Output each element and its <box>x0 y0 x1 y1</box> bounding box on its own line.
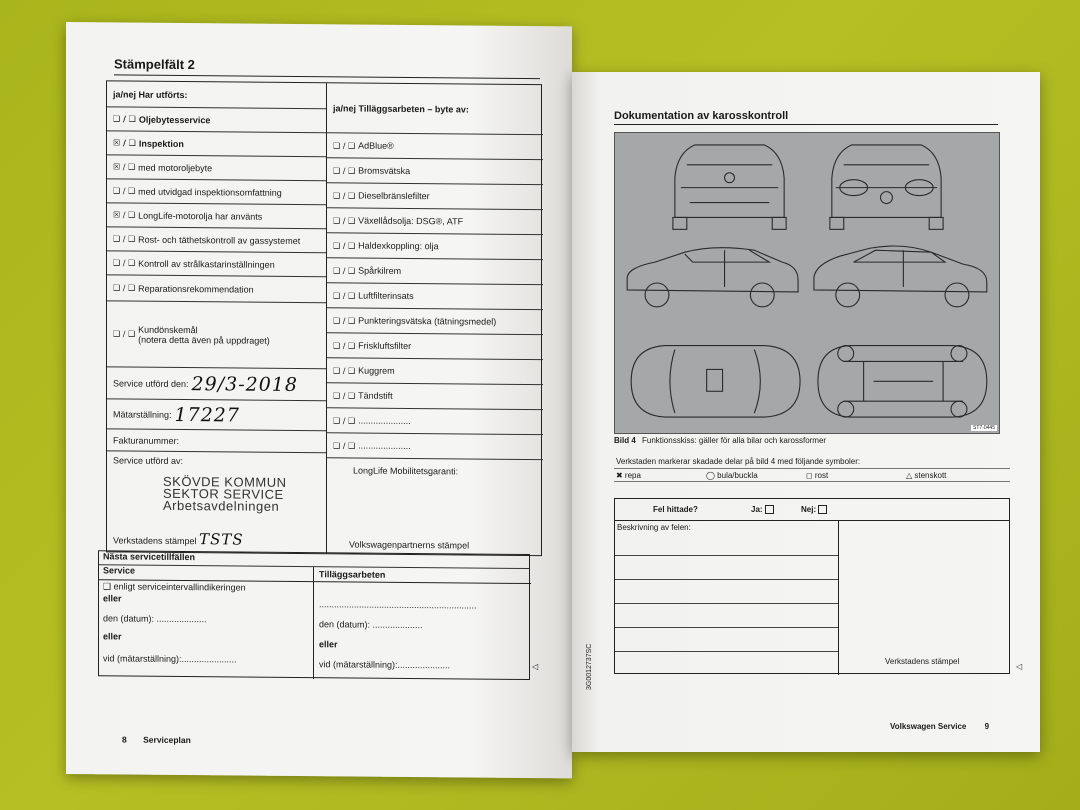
stamp-table <box>106 80 542 556</box>
performed-item-label <box>138 186 282 197</box>
extra-work-item-label: Dieselbränslefilter <box>358 190 430 202</box>
service-date-label: Service utförd den: <box>113 377 189 389</box>
checkbox-pair[interactable]: ❑ / ❑ <box>113 258 136 268</box>
performed-column <box>107 81 327 553</box>
extra-work-item-label: Spårkilrem <box>358 265 402 276</box>
performed-by-label: Service utförd av: <box>113 455 184 467</box>
checkbox-pair[interactable]: ❑ / ❑ <box>333 265 356 276</box>
checkbox-pair[interactable]: ❑ / ❑ <box>113 186 136 196</box>
checkbox-pair[interactable]: ❑ / ❑ <box>113 329 136 339</box>
item-label-text: med utvidgad inspektionsomfattning <box>138 186 282 198</box>
extra-work-item <box>327 383 543 410</box>
extra-work-item <box>327 308 543 335</box>
workshop-stamp-impression <box>163 473 303 514</box>
extra-work-item <box>327 183 543 210</box>
extra-work-item <box>327 208 543 235</box>
checkbox-pair[interactable]: ❑ / ❑ <box>333 165 356 176</box>
performed-item <box>107 131 326 157</box>
next-odo-line: vid (mätarställning):...................... <box>103 653 237 665</box>
next-service-table <box>98 550 530 680</box>
workshop-stamp-label: Verkstadens stämpel <box>113 535 197 547</box>
symbol-dent: ◯ bula/buckla <box>706 471 758 480</box>
performed-item-label <box>138 210 262 221</box>
extra-work-item-label: Bromsvätska <box>358 165 411 177</box>
caption-text: Funktionsskiss: gäller för alla bilar och karossformer <box>642 436 827 445</box>
performed-item <box>107 155 326 181</box>
extra-work-item-label: Luftfilterinsats <box>358 290 414 302</box>
fault-no <box>801 505 827 514</box>
divider <box>313 567 314 679</box>
extra-work-item <box>327 233 543 260</box>
car-sketch-icon <box>615 133 999 433</box>
next-service-title: Nästa servicetillfällen <box>99 551 529 569</box>
document-code: 3G0012737SC <box>586 643 593 690</box>
performed-item <box>107 301 326 369</box>
extra-work-item-label: Punkteringsvätska (tätningsmedel) <box>358 315 497 327</box>
service-date-row <box>107 367 326 401</box>
checkbox-pair[interactable]: ❑ / ❑ <box>333 415 356 426</box>
extra-work-item-label: ..................... <box>358 415 411 427</box>
performed-item-label <box>138 162 212 173</box>
odometer-label: Mätarställning: <box>113 408 172 420</box>
performed-item <box>107 251 326 277</box>
fault-description-area <box>615 521 839 675</box>
odometer-value: 17227 <box>174 403 240 427</box>
page-title: Stämpelfält 2 <box>114 56 195 73</box>
stamp-line: Arbetsavdelningen <box>163 497 280 514</box>
checkbox-pair[interactable]: ❑ / ❑ <box>113 234 136 244</box>
performed-item-label <box>138 234 300 245</box>
or-label: eller <box>103 593 122 604</box>
extra-date-line: den (datum): .................... <box>319 619 423 631</box>
footer-text: Volkswagen Service <box>890 722 967 731</box>
workshop-stamp-label: Verkstadens stämpel <box>885 657 960 666</box>
service-date-value: 29/3-2018 <box>191 372 298 396</box>
longlife-label: LongLife Mobilitetsgaranti: <box>353 465 459 477</box>
item-label-text: med motoroljebyte <box>138 162 213 173</box>
next-interval: ❑ enligt serviceintervallindikeringen <box>103 581 246 593</box>
yes-checkbox[interactable] <box>765 505 774 514</box>
initials: TSTS <box>199 530 244 549</box>
no-label: Nej: <box>801 505 817 514</box>
triangle-marker-icon: ◁ <box>1016 662 1023 671</box>
extra-work-item <box>327 333 543 360</box>
checkbox-pair[interactable]: ☒ / ❑ <box>113 162 136 172</box>
extra-work-column <box>327 83 543 555</box>
extra-work-item-label: Kuggrem <box>358 365 395 376</box>
item-label-text: Reparationsrekommendation <box>138 283 254 295</box>
or-label: eller <box>319 639 338 650</box>
performed-item-label <box>139 138 184 148</box>
performed-item <box>107 275 326 303</box>
description-line <box>615 579 838 580</box>
yes-label: Ja: <box>751 505 763 514</box>
extra-work-item <box>327 133 543 160</box>
diagram-ref-code: ST7-0445 <box>973 425 995 431</box>
next-service-label: Service <box>103 565 136 576</box>
performed-item <box>107 107 326 133</box>
extra-work-item <box>327 433 543 460</box>
longlife-box <box>327 457 543 557</box>
extra-work-item <box>327 258 543 285</box>
extra-work-item-label: Friskluftsfilter <box>358 340 412 352</box>
performed-header: ja/nej Har utförts: <box>107 81 326 109</box>
checkbox-pair[interactable]: ❑ / ❑ <box>333 340 356 351</box>
performed-item-label <box>138 258 275 269</box>
symbol-legend <box>614 468 1010 482</box>
extra-work-item-label: Växellådsolja: DSG®, ATF <box>358 215 464 227</box>
checkbox-pair[interactable]: ❑ / ❑ <box>333 215 356 226</box>
checkbox-pair[interactable]: ❑ / ❑ <box>333 365 356 376</box>
fault-yes <box>751 505 774 514</box>
fault-found-label: Fel hittade? <box>653 505 698 514</box>
item-label-text: Kundönskemål <box>138 324 198 335</box>
stamp-line: SEKTOR SERVICE <box>163 485 284 502</box>
extra-work-item-label: Haldexkoppling: olja <box>358 240 439 252</box>
car-body-diagram <box>614 132 1000 434</box>
extra-work-item <box>327 283 543 310</box>
item-sublabel: (notera detta även på uppdraget) <box>138 334 270 346</box>
checkbox-pair[interactable]: ❑ / ❑ <box>113 114 136 124</box>
description-line <box>615 603 838 604</box>
checkbox-pair[interactable]: ❑ / ❑ <box>113 283 136 293</box>
triangle-marker-icon: ◁ <box>532 662 539 672</box>
checkbox-pair[interactable]: ❑ / ❑ <box>333 140 356 151</box>
checkbox-pair[interactable]: ❑ / ❑ <box>333 390 356 401</box>
left-page <box>66 22 572 778</box>
odometer-row <box>107 399 326 431</box>
performed-item <box>107 203 326 229</box>
stamp-line: SKÖVDE KOMMUN <box>163 473 287 490</box>
page-number: 9 <box>984 722 990 731</box>
extra-work-item <box>327 408 543 435</box>
performed-item <box>107 227 326 253</box>
page-title: Dokumentation av karosskontroll <box>614 110 789 122</box>
extra-work-header: ja/nej Tilläggsarbeten – byte av: <box>327 83 543 135</box>
item-label-text: Oljebytesservice <box>138 114 211 125</box>
extra-work-item-label: AdBlue® <box>358 140 394 151</box>
next-date-line: den (datum): .................... <box>103 613 207 625</box>
checkbox-pair[interactable]: ❑ / ❑ <box>333 315 356 326</box>
invoice-row <box>107 429 326 453</box>
checkbox-pair[interactable]: ❑ / ❑ <box>333 290 356 301</box>
or-label: eller <box>103 631 122 642</box>
symbol-scratch: ✖ repa <box>616 471 641 480</box>
workshop-stamp-row <box>113 529 244 548</box>
extra-work-item <box>327 358 543 385</box>
extra-odo-line: vid (mätarställning):..................... <box>319 659 451 671</box>
caption-label: Bild 4 <box>614 436 636 445</box>
fault-table <box>614 498 1010 674</box>
description-line <box>615 555 838 556</box>
item-label-text: Kontroll av strålkastarinställningen <box>138 258 275 270</box>
item-label-text: Inspektion <box>138 138 184 149</box>
extra-work-item <box>327 158 543 185</box>
performed-item-label <box>139 114 211 125</box>
performed-item <box>107 179 326 205</box>
no-checkbox[interactable] <box>818 505 827 514</box>
page-footer <box>122 734 191 745</box>
next-extra-label: Tilläggsarbeten <box>319 569 386 580</box>
extra-work-item-label: Tändstift <box>358 390 393 401</box>
item-label-text: LongLife-motorolja har använts <box>138 210 263 222</box>
description-line <box>615 627 838 628</box>
checkbox-pair[interactable]: ❑ / ❑ <box>333 440 356 451</box>
description-line <box>615 651 838 652</box>
fault-header <box>615 499 1009 521</box>
invoice-label: Fakturanummer: <box>113 434 180 446</box>
item-label-text: Rost- och täthetskontroll av gassystemet <box>138 234 301 246</box>
marks-instruction: Verkstaden markerar skadade delar på bild 4 med följande symboler: <box>616 457 861 466</box>
symbol-rust: ◻ rost <box>806 471 829 480</box>
symbol-stone-chip: △ stenskott <box>906 471 947 480</box>
footer-text: Serviceplan <box>143 734 191 746</box>
performed-item-label <box>138 283 254 294</box>
checkbox-pair[interactable]: ☒ / ❑ <box>113 138 136 148</box>
checkbox-pair[interactable]: ❑ / ❑ <box>333 240 356 251</box>
right-page <box>572 72 1040 752</box>
performed-item-label <box>138 324 270 345</box>
checkbox-pair[interactable]: ☒ / ❑ <box>113 210 136 220</box>
checkbox-pair[interactable]: ❑ / ❑ <box>333 190 356 201</box>
figure-caption <box>614 436 826 445</box>
extra-work-item-label: ..................... <box>358 440 411 452</box>
extra-dots: ............................................................... <box>319 599 477 611</box>
page-footer <box>890 722 989 731</box>
page-number: 8 <box>122 734 127 745</box>
partner-stamp-label: Volkswagenpartnerns stämpel <box>349 539 470 551</box>
description-label: Beskrivning av felen: <box>617 523 691 532</box>
